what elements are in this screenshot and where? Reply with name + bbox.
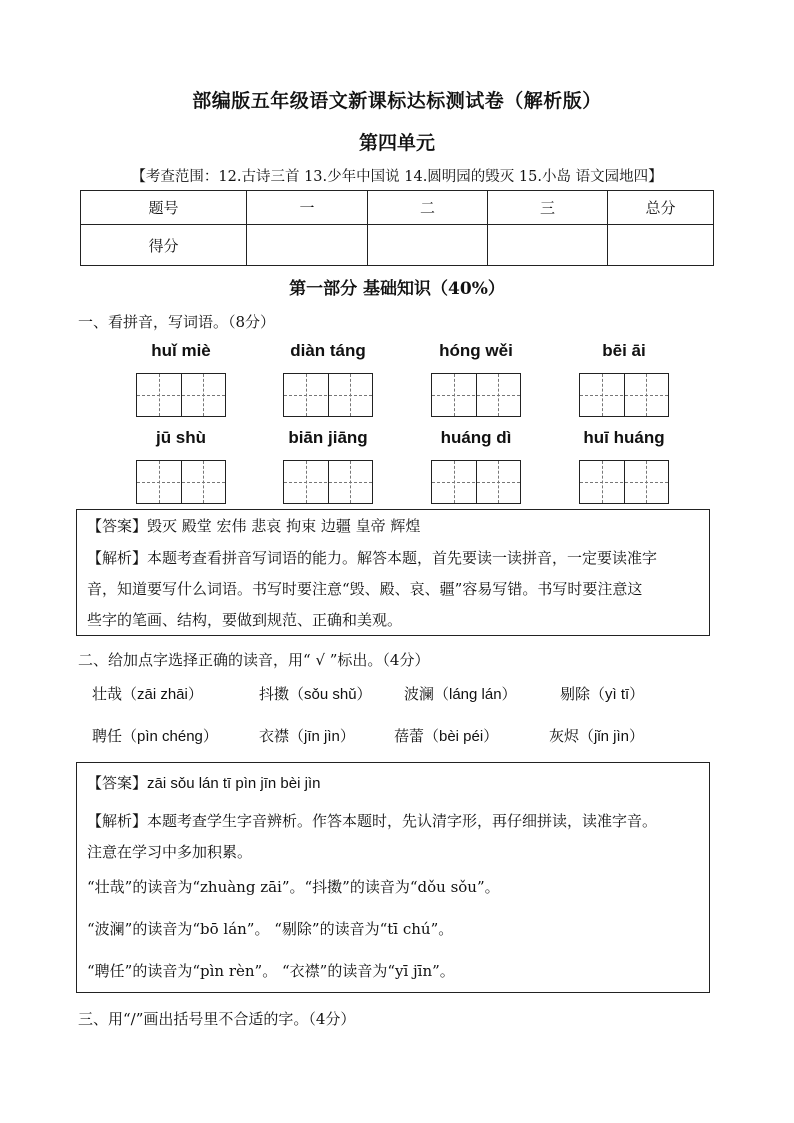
q2-choice-8[interactable]: 灰烬（jǐn jìn） bbox=[549, 728, 645, 745]
q2-analysis-line-4: “波澜”的读音为“bō lán”。 “剔除”的读音为“tī chú”。 bbox=[87, 920, 454, 938]
q1-analysis-line-1: 【解析】本题考查看拼音写词语的能力。解答本题，首先要读一读拼音，一定要读准字 bbox=[87, 549, 658, 567]
writing-grid[interactable] bbox=[283, 373, 373, 417]
q2-answer-box bbox=[76, 762, 710, 993]
q2-analysis-line-3: “壮哉”的读音为“zhuàng zāi”。“抖擞”的读音为“dǒu sǒu”。 bbox=[87, 878, 500, 896]
q2-analysis-line-2: 注意在学习中多加积累。 bbox=[87, 843, 253, 861]
score-cell-total[interactable] bbox=[608, 225, 714, 266]
score-cell-2[interactable] bbox=[368, 225, 488, 266]
q2-answer-label: 【答案】 bbox=[87, 774, 148, 792]
q1-analysis-line-3: 些字的笔画、结构，要做到规范、正确和美观。 bbox=[87, 611, 403, 629]
score-cell-3[interactable] bbox=[488, 225, 608, 266]
writing-grid[interactable] bbox=[136, 373, 226, 417]
q2-analysis-line-1: 【解析】本题考查学生字音辨析。作答本题时，先认清字形，再仔细拼读，读准字音。 bbox=[87, 812, 658, 830]
q2-choice-2[interactable]: 抖擞（sǒu shǔ） bbox=[259, 686, 372, 703]
unit-title: 第四单元 bbox=[358, 132, 435, 154]
q1-analysis-line-2: 音，知道要写什么词语。书写时要注意“毁、殿、哀、疆”容易写错。书写时要注意这 bbox=[87, 580, 643, 598]
score-row-label: 得分 bbox=[81, 225, 247, 266]
q1-pinyin-7: huáng dì bbox=[440, 428, 512, 447]
q1-prompt: 一、看拼音，写词语。（8分） bbox=[78, 313, 276, 331]
q1-answer-box bbox=[76, 509, 710, 636]
section-title: 第一部分 基础知识（40%） bbox=[289, 279, 505, 299]
header-cell-2: 二 bbox=[368, 191, 488, 225]
score-cell-1[interactable] bbox=[247, 225, 368, 266]
header-cell-number: 题号 bbox=[81, 191, 247, 225]
q2-choice-5[interactable]: 聘任（pìn chéng） bbox=[92, 728, 218, 745]
q1-pinyin-5: jū shù bbox=[155, 428, 207, 447]
score-table-header-row bbox=[81, 191, 714, 225]
q1-pinyin-1: huǐ miè bbox=[151, 341, 211, 360]
q1-answer: 【答案】毁灭 殿堂 宏伟 悲哀 拘束 边疆 皇帝 辉煌 bbox=[87, 517, 421, 535]
q2-choice-7[interactable]: 蓓蕾（bèi péi） bbox=[394, 728, 499, 745]
q1-pinyin-8: huī huáng bbox=[583, 428, 665, 447]
q2-choice-4[interactable]: 剔除（yì tī） bbox=[560, 686, 645, 703]
writing-grid[interactable] bbox=[283, 460, 373, 504]
writing-grid[interactable] bbox=[136, 460, 226, 504]
q2-choice-3[interactable]: 波澜（láng lán） bbox=[404, 686, 517, 703]
q1-pinyin-6: biān jiāng bbox=[288, 428, 368, 447]
exam-scope: 【考查范围：12.古诗三首 13.少年中国说 14.圆明园的毁灭 15.小岛 语文园地四】 bbox=[131, 169, 663, 185]
writing-grid[interactable] bbox=[431, 460, 521, 504]
q2-analysis-line-5: “聘任”的读音为“pìn rèn”。 “衣襟”的读音为“yī jīn”。 bbox=[87, 962, 455, 980]
q2-choice-1[interactable]: 壮哉（zāi zhāi） bbox=[92, 686, 203, 703]
q1-pinyin-4: bēi āi bbox=[602, 341, 646, 360]
q2-prompt: 二、给加点字选择正确的读音，用“ √ ”标出。（4分） bbox=[78, 651, 430, 669]
q2-choice-6[interactable]: 衣襟（jīn jìn） bbox=[259, 728, 355, 745]
header-cell-1: 一 bbox=[247, 191, 368, 225]
q1-pinyin-2: diàn táng bbox=[290, 341, 366, 360]
writing-grid[interactable] bbox=[579, 460, 669, 504]
writing-grid[interactable] bbox=[579, 373, 669, 417]
score-table bbox=[80, 190, 714, 266]
q2-answer-line bbox=[87, 772, 699, 793]
q3-prompt: 三、用“/”画出括号里不合适的字。（4分） bbox=[78, 1010, 356, 1028]
exam-title: 部编版五年级语文新课标达标测试卷（解析版） bbox=[192, 90, 602, 112]
q2-answer: zāi sǒu lán tī pìn jīn bèi jìn bbox=[147, 775, 321, 792]
score-table-score-row bbox=[81, 225, 714, 266]
q1-pinyin-3: hóng wěi bbox=[439, 341, 513, 360]
header-cell-total: 总分 bbox=[608, 191, 714, 225]
writing-grid[interactable] bbox=[431, 373, 521, 417]
header-cell-3: 三 bbox=[488, 191, 608, 225]
